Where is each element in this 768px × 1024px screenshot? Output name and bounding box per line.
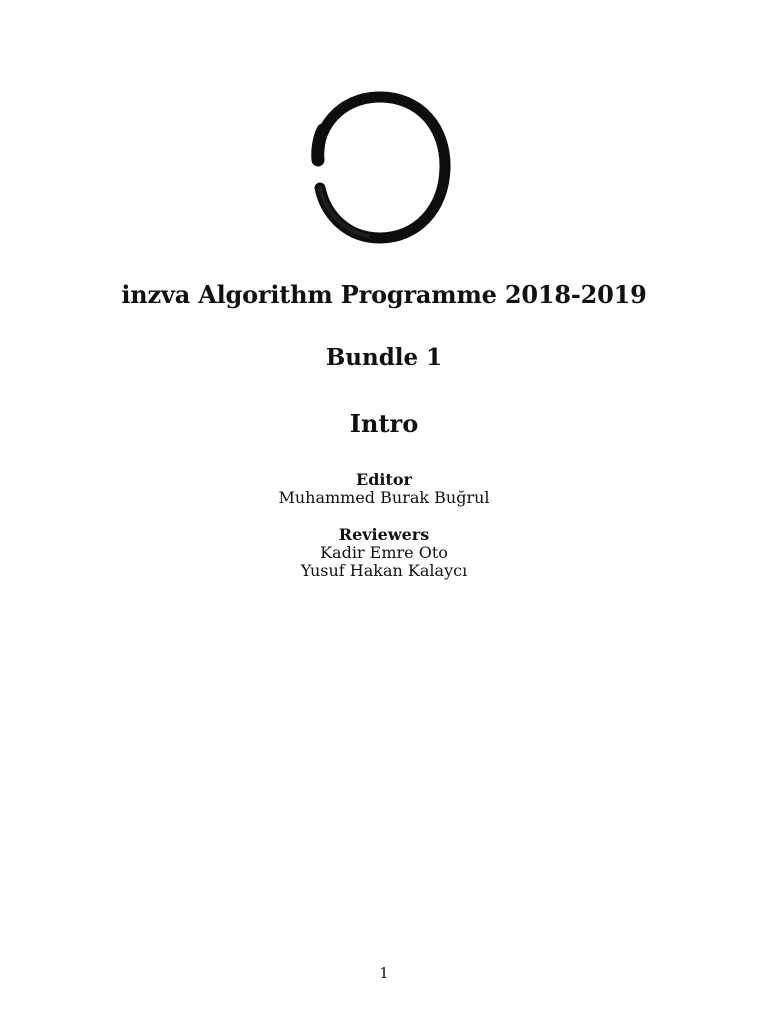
- editor-block: [0, 471, 768, 507]
- reviewers-label: Reviewers: [338, 525, 430, 544]
- enso-circle-icon: [308, 88, 456, 246]
- editor-name: Muhammed Burak Buğrul: [278, 488, 490, 507]
- topic-title: Intro: [349, 409, 419, 438]
- reviewers-block: [0, 526, 768, 580]
- document-title: inzva Algorithm Programme 2018-2019: [121, 280, 647, 309]
- editor-label: Editor: [356, 470, 412, 489]
- reviewer-name: Yusuf Hakan Kalaycı: [300, 561, 468, 580]
- bundle-title: Bundle 1: [325, 344, 443, 371]
- page-number: 1: [379, 964, 389, 982]
- reviewer-name: Kadir Emre Oto: [320, 543, 448, 562]
